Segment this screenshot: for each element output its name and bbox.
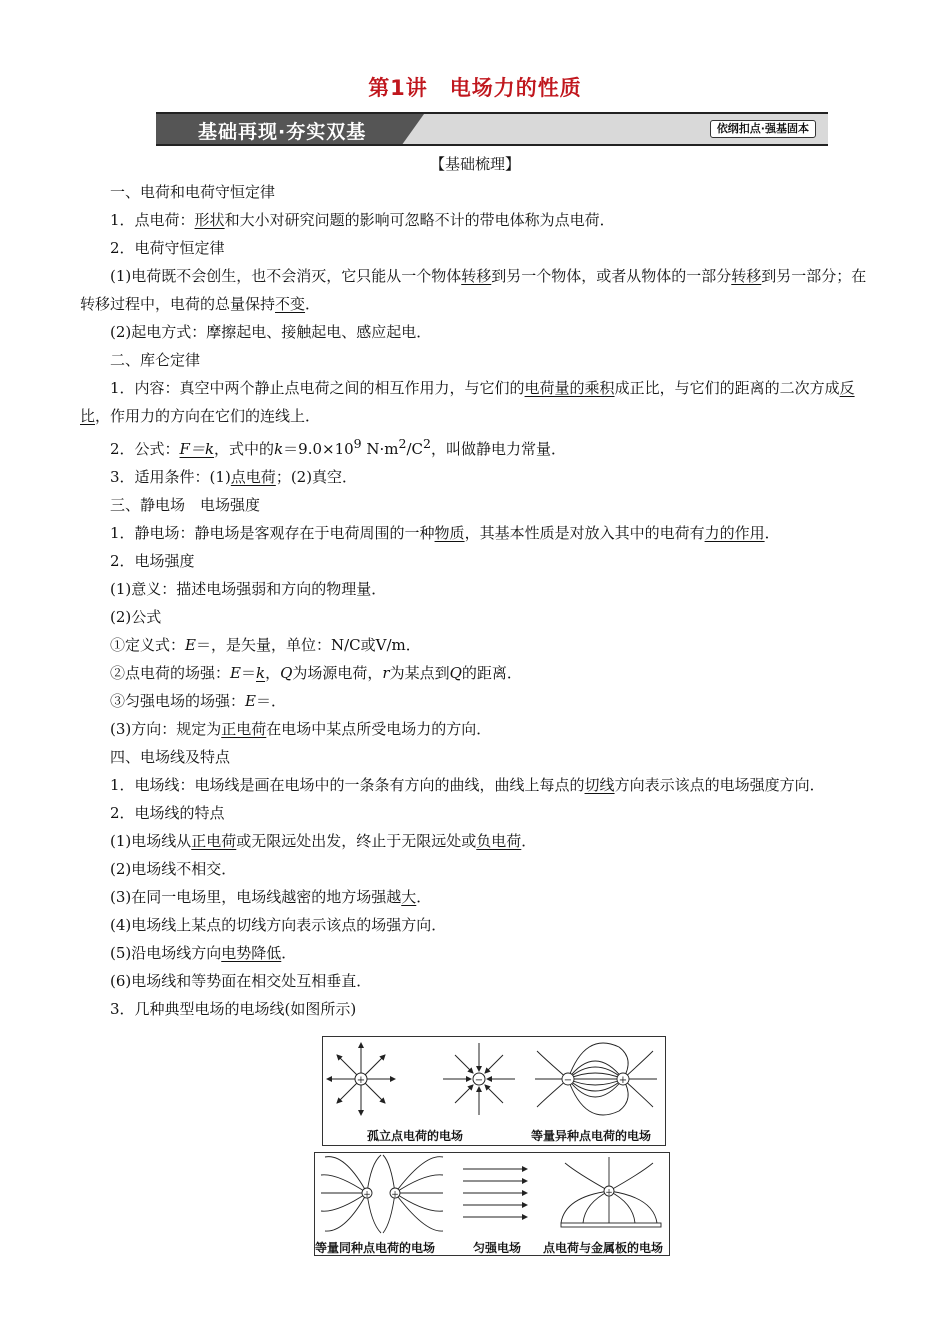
- heading-section-1: 一、电荷和电荷守恒定律: [110, 183, 276, 201]
- caption-uniform: 匀强电场: [473, 1241, 522, 1255]
- text: ，: [265, 664, 281, 682]
- symbol: k: [255, 664, 266, 682]
- banner-right-tag: 依纲扣点·强基固本: [710, 120, 816, 138]
- text: ．: [305, 295, 321, 313]
- paragraph: [80, 659, 875, 687]
- uniform-field: [463, 1169, 527, 1217]
- paragraph: 2．电场线的特点: [110, 804, 225, 822]
- paragraph: (2)电场线不相交．: [110, 860, 237, 878]
- text: 2．公式：: [110, 440, 180, 458]
- caption-like: 等量同种点电荷的电场: [315, 1241, 436, 1255]
- caption-opposite: 等量异种点电荷的电场: [531, 1129, 652, 1143]
- paragraph: 2．电荷守恒定律: [110, 239, 225, 257]
- minus-sign: −: [474, 1075, 484, 1086]
- opposite-charges-field: [535, 1043, 657, 1115]
- text: 和大小对研究问题的影响可忽略不计的带电体称为点电荷．: [224, 211, 615, 229]
- plus-sign: +: [391, 1190, 399, 1200]
- minus-sign: −: [563, 1075, 573, 1086]
- text: 在电场中某点所受电场力的方向．: [266, 720, 492, 738]
- blank-answer: 正电荷: [221, 720, 267, 738]
- text: (5)沿电场线方向: [110, 944, 222, 962]
- text: ，其基本性质是对放入其中的电荷有: [464, 524, 705, 542]
- blank-answer: 切线: [584, 776, 615, 794]
- text: 1．静电场：静电场是客观存在于电荷周围的一种: [110, 524, 435, 542]
- banner-left-text: 基础再现·夯实双基: [198, 121, 367, 143]
- content-body: [80, 178, 875, 1023]
- blank-answer: 点电荷: [230, 468, 276, 486]
- plus-sign: +: [363, 1190, 371, 1200]
- blank-answer: 转移: [461, 267, 492, 285]
- text: 为某点到: [389, 664, 450, 682]
- like-charges-field: [321, 1155, 443, 1233]
- blank-answer: 电势降低: [221, 944, 282, 962]
- text: 或无限远处出发，终止于无限远处或: [236, 832, 477, 850]
- blank-answer: 电荷量的乘积: [524, 379, 615, 397]
- blank-answer: 力的作用: [704, 524, 765, 542]
- blank-answer: 形状: [194, 211, 225, 229]
- text: ．: [521, 832, 537, 850]
- paragraph: (2)公式: [110, 608, 162, 626]
- text: ③匀强电场的场强：: [110, 692, 246, 710]
- blank-answer: [256, 664, 265, 682]
- paragraph: 2．电场强度: [110, 552, 195, 570]
- paragraph: [80, 687, 875, 715]
- text: N·m: [361, 440, 399, 458]
- plus-sign: +: [605, 1188, 613, 1198]
- superscript: 9: [353, 436, 362, 451]
- text: ．: [764, 524, 780, 542]
- paragraph: [80, 206, 875, 234]
- blank-answer: 物质: [434, 524, 465, 542]
- text: 方向表示该点的电场强度方向．: [614, 776, 825, 794]
- symbol: Q: [449, 664, 462, 682]
- section-banner: [156, 112, 828, 146]
- symbol: Q: [280, 664, 293, 682]
- text: ＝9.0×10: [283, 440, 354, 458]
- paragraph: [80, 374, 875, 430]
- text: 到另一个物体，或者从物体的一部分: [491, 267, 732, 285]
- text: ＝，是矢量，单位：N/C或V/m．: [195, 636, 421, 654]
- text: ，式中的: [214, 440, 275, 458]
- blank-answer: 转移: [731, 267, 762, 285]
- subtitle: 【基础梳理】: [429, 155, 520, 173]
- figure-panel-bottom: [314, 1152, 670, 1256]
- blank-answer: 反比: [80, 379, 855, 425]
- text: (3)在同一电场里，电场线越密的地方场强越: [110, 888, 402, 906]
- text: 1．内容：真空中两个静止点电荷之间的相互作用力，与它们的: [110, 379, 525, 397]
- paragraph: [80, 631, 875, 659]
- paragraph: 3．几种典型电场的电场线(如图所示): [110, 1000, 357, 1018]
- text: ②点电荷的场强：: [110, 664, 231, 682]
- paragraph: [80, 827, 875, 855]
- caption-plate: 点电荷与金属板的电场: [543, 1241, 664, 1255]
- text: ①定义式：: [110, 636, 186, 654]
- text: ＝．: [255, 692, 286, 710]
- symbol: E: [185, 636, 196, 654]
- superscript: 2: [423, 436, 431, 451]
- text: ．: [416, 888, 432, 906]
- superscript: 2: [398, 436, 407, 451]
- paragraph: [80, 463, 875, 491]
- heading-section-3: 三、静电场 电场强度: [110, 496, 261, 514]
- paragraph: (2)起电方式：摩擦起电、接触起电、感应起电．: [110, 323, 432, 341]
- text: 为场源电荷，: [292, 664, 383, 682]
- text: (1)电荷既不会创生，也不会消灭，它只能从一个物体: [110, 267, 462, 285]
- paragraph: [80, 715, 875, 743]
- symbol: k: [274, 440, 284, 458]
- paragraph: [80, 430, 875, 463]
- plus-sign: +: [356, 1075, 366, 1086]
- text: ，作用力的方向在它们的连线上．: [95, 407, 321, 425]
- text: 成正比，与它们的距离的二次方成: [614, 379, 840, 397]
- paragraph: [80, 883, 875, 911]
- heading-section-4: 四、电场线及特点: [110, 748, 231, 766]
- blank-answer: 正电荷: [191, 832, 237, 850]
- paragraph: (1)意义：描述电场强弱和方向的物理量．: [110, 580, 387, 598]
- text: (3)方向：规定为: [110, 720, 222, 738]
- heading-section-2: 二、库仑定律: [110, 351, 201, 369]
- paragraph: [80, 939, 875, 967]
- text: 的距离．: [461, 664, 522, 682]
- blank-answer: 不变: [275, 295, 306, 313]
- text: 3．适用条件：(1): [110, 468, 231, 486]
- text: ＝: [240, 664, 256, 682]
- text: 到另一部分；在转移过程中，电荷的总量保持: [80, 267, 867, 313]
- text: ；(2)真空．: [275, 468, 358, 486]
- caption-isolated: 孤立点电荷的电场: [367, 1129, 464, 1143]
- text: (1)电场线从: [110, 832, 192, 850]
- symbol: E: [245, 692, 256, 710]
- text: /C: [406, 440, 423, 458]
- blank-answer: 大: [401, 888, 417, 906]
- paragraph: (6)电场线和等势面在相交处互相垂直．: [110, 972, 372, 990]
- text: ．: [281, 944, 297, 962]
- blank-answer: 负电荷: [476, 832, 522, 850]
- page-title: 第1讲 电场力的性质: [368, 76, 582, 100]
- paragraph: [80, 519, 875, 547]
- text: ，叫做静电力常量．: [430, 440, 566, 458]
- paragraph: [80, 771, 875, 799]
- symbol: E: [230, 664, 241, 682]
- paragraph: (4)电场线上某点的切线方向表示该点的场强方向．: [110, 916, 447, 934]
- text: 1．点电荷：: [110, 211, 195, 229]
- formula: [180, 440, 215, 458]
- paragraph: [80, 262, 875, 318]
- plus-sign: +: [618, 1075, 628, 1086]
- figure-panel-top: [322, 1036, 666, 1146]
- formula-text: F＝k: [179, 440, 215, 458]
- symbol: r: [382, 664, 390, 682]
- text: 1．电场线：电场线是画在电场中的一条条有方向的曲线，曲线上每点的: [110, 776, 585, 794]
